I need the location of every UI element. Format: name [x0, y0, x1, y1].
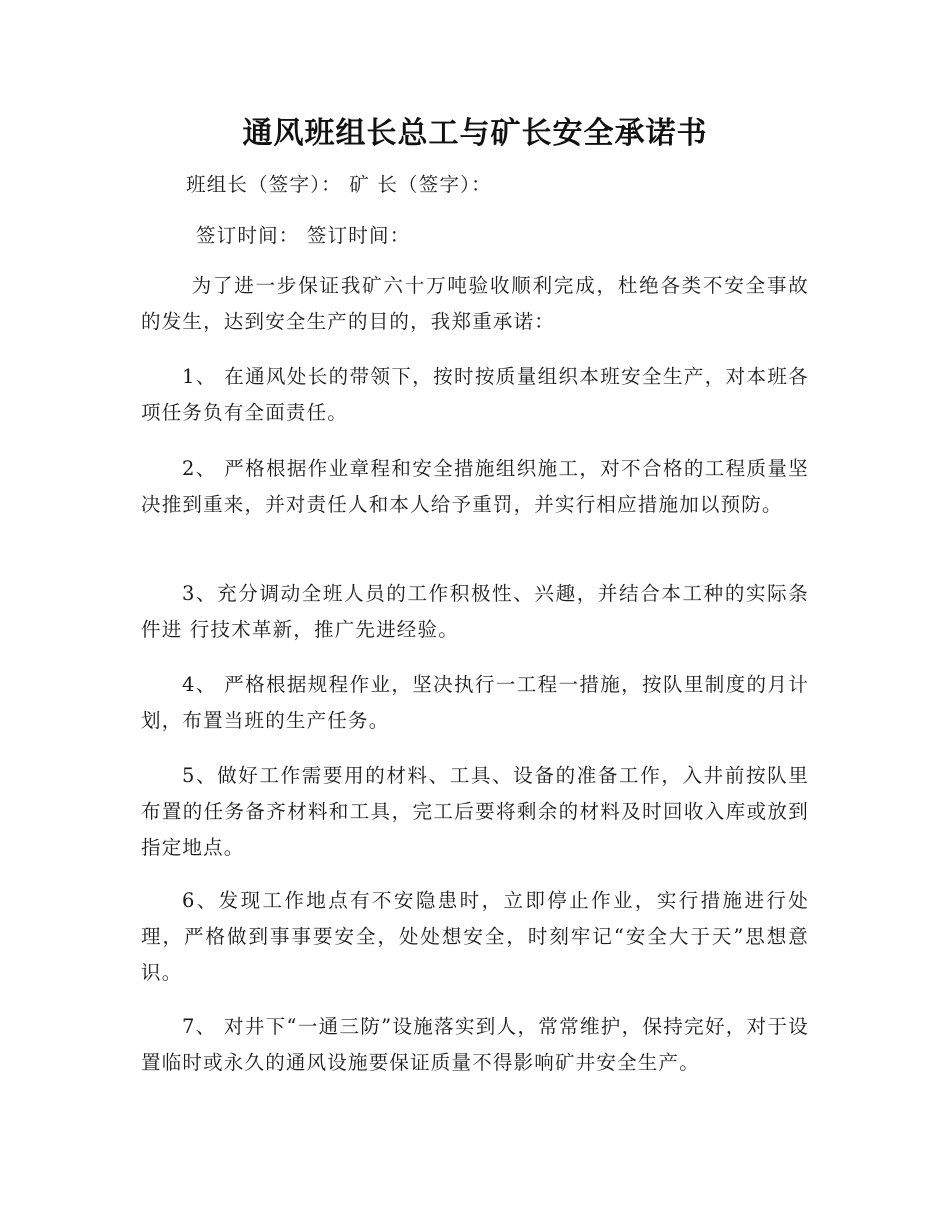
date-line: 签订时间： 签订时间： [196, 224, 411, 247]
commitment-item-3: 3、充分调动全班人员的工作积极性、兴趣，并结合本工种的实际条件进 行技术革新，推广先进经验。 [141, 582, 809, 641]
commitment-item-5: 5、做好工作需要用的材料、工具、设备的准备工作，入井前按队里布置的任务备齐材料和工具，完工后要将剩余的材料及时回收入库或放到指定地点。 [141, 764, 809, 859]
signature-line: 班组长（签字）： 矿 长（签字）： [186, 173, 492, 196]
commitment-item-1: 1、 在通风处长的带领下，按时按质量组织本班安全生产，对本班各项任务负有全面责任。 [141, 365, 809, 424]
commitment-item-4: 4、 严格根据规程作业，坚决执行一工程一措施，按队里制度的月计 划，布置当班的生产任务。 [141, 673, 809, 732]
commitment-item-7: 7、 对井下“一通三防”设施落实到人，常常维护，保持完好，对于设置临时或永久的通风设施要保证质量不得影响矿井安全生产。 [141, 1015, 809, 1074]
document-title: 通风班组长总工与矿长安全承诺书 [242, 116, 708, 151]
commitment-item-6: 6、发现工作地点有不安隐患时，立即停止作业，实行措施进行处理，严格做到事事要安全，处处想安全，时刻牢记“安全大于天”思想意识。 [141, 889, 809, 984]
intro-paragraph: 为了进一步保证我矿六十万吨验收顺利完成，杜绝各类不安全事故的发生，达到安全生产的目的，我郑重承诺： [141, 274, 809, 333]
commitment-item-2: 2、 严格根据作业章程和安全措施组织施工，对不合格的工程质量坚 决推到重来，并对责任人和本人给予重罚，并实行相应措施加以预防。 [141, 457, 809, 516]
